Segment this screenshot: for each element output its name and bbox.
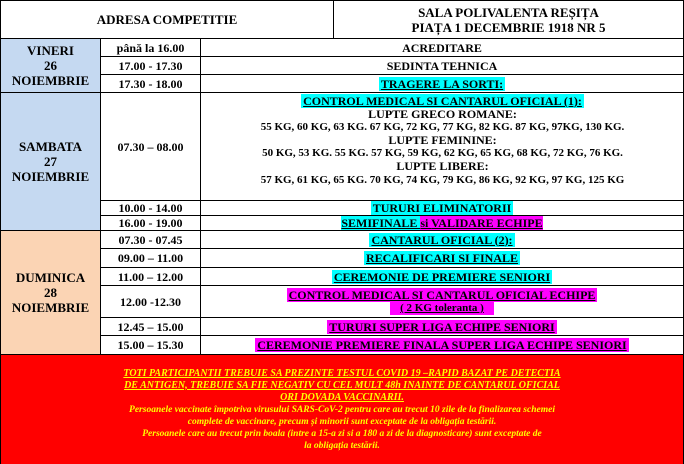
activity-eliminations: TURURI ELIMINATORII [372, 201, 512, 215]
activity-super-league-ceremony: CEREMONIE PREMIERE FINALA SUPER LIGA ECHIPE SENIORI [257, 338, 627, 352]
activity-accreditation: ACREDITARE [402, 40, 482, 55]
activity-super-league-rounds: TURURI SUPER LIGA ECHIPE SENIORI [329, 319, 555, 334]
covid-notice [1, 355, 684, 464]
notice-line: Persoanele care au trecut prin boala (intre a 15-a zi si a 180 a zi de la diagnosticare) sunt exceptate de [142, 428, 542, 439]
notice-line: complete de vaccinare, precum și minorii sunt exceptate de la obligația testării. [187, 416, 497, 427]
notice-line: Persoanele vaccinate împotriva virusului SARS-CoV-2 pentru care au trecut 10 zile de la finalizarea schemei [129, 404, 555, 415]
weigh-in-cell [201, 93, 684, 201]
weigh-in-title: CONTROL MEDICAL SI CANTARUL OFICIAL (1): [303, 94, 582, 108]
friday-month: NOIEMBRIE [11, 73, 90, 88]
activity-team-weigh-in: CONTROL MEDICAL SI CANTARUL OFICIAL ECHIPE [288, 288, 596, 302]
tolerance-note: ( 2 KG toleranta ) [390, 302, 494, 315]
venue-name: SALA POLIVALENTA REȘIȚA [418, 4, 599, 20]
time-cell: 11.00 – 12.00 [101, 268, 201, 286]
activity-cell [201, 75, 684, 93]
time-cell: 12.00 -12.30 [101, 286, 201, 318]
time-cell: 10.00 - 14.00 [101, 201, 201, 216]
venue-street: PIAȚA 1 DECEMBRIE 1918 NR 5 [411, 19, 606, 35]
saturday-day: SAMBATA [18, 139, 83, 154]
notice-line: la obligația testării. [304, 440, 380, 451]
female-weights: 50 KG, 53 KG. 55 KG. 57 KG, 59 KG, 62 KG, 65 KG, 68 KG, 72 KG, 76 KG. [262, 147, 623, 159]
time-cell: 09.00 – 11.00 [101, 249, 201, 268]
notice-line: TOTI PARTICIPANTII TREBUIE SA PREZINTE TESTUL COVID 19 –RAPID BAZAT PE DETECTIA [123, 367, 561, 379]
activity-weigh-in-2: CANTARUL OFICIAL (2): [371, 232, 513, 247]
notice-line: DE ANTIGEN, TREBUIE SA FIE NEGATIV CU CEL MULT 48h INAINTE DE CANTARUL OFICIAL [124, 379, 560, 391]
activity-cell [201, 268, 684, 286]
day-sunday [1, 231, 101, 355]
sunday-day: DUMINICA [15, 270, 86, 285]
time-cell: 16.00 - 19.00 [101, 216, 201, 231]
time-cell: 15.00 – 15.30 [101, 336, 201, 355]
day-saturday [1, 93, 101, 231]
activity-semifinals: SEMIFINALE si VALIDARE ECHIPE [341, 216, 543, 230]
friday-day: VINERI [27, 43, 74, 58]
notice-line: ORI DOVADA VACCINARII. [280, 391, 404, 403]
sunday-month: NOIEMBRIE [11, 300, 90, 315]
activity-cell [201, 231, 684, 249]
time-cell: 17.00 - 17.30 [101, 57, 201, 75]
sunday-date: 28 [44, 285, 57, 300]
activity-draw: TRAGERE LA SORTI: [380, 76, 504, 91]
female-title: LUPTE FEMININE: [388, 133, 497, 147]
activity-cell [201, 336, 684, 355]
saturday-date: 27 [44, 154, 57, 169]
freestyle-weights: 57 KG, 61 KG, 65 KG. 70 KG, 74 KG, 79 KG, 86 KG, 92 KG, 97 KG, 125 KG [260, 174, 625, 186]
activity-ceremony-seniors: CEREMONIE DE PREMIERE SENIORI [333, 269, 551, 284]
activity-repechage-finals: RECALIFICARI SI FINALE [365, 251, 519, 265]
greco-title: LUPTE GRECO ROMANE: [368, 107, 517, 121]
freestyle-title: LUPTE LIBERE: [396, 159, 489, 173]
time-cell: până la 16.00 [101, 39, 201, 57]
time-cell: 12.45 – 15.00 [101, 318, 201, 336]
activity-cell [201, 318, 684, 336]
activity-cell [201, 286, 684, 318]
activity-cell [201, 249, 684, 268]
activity-cell [201, 216, 684, 231]
friday-date: 26 [44, 58, 57, 73]
day-friday [1, 39, 101, 93]
activity-technical-meeting: SEDINTA TEHNICA [386, 58, 498, 73]
time-cell: 07.30 - 07.45 [101, 231, 201, 249]
activity-cell [201, 201, 684, 216]
saturday-month: NOIEMBRIE [11, 169, 90, 184]
greco-weights: 55 KG, 60 KG, 63 KG. 67 KG, 72 KG, 77 KG, 82 KG. 87 KG, 97KG, 130 KG. [260, 121, 625, 133]
activity-cell [201, 39, 684, 57]
venue-address [334, 1, 684, 39]
activity-cell [201, 57, 684, 75]
time-cell: 17.30 - 18.00 [101, 75, 201, 93]
time-cell: 07.30 – 08.00 [101, 93, 201, 201]
venue-label [1, 1, 334, 39]
venue-label-text: ADRESA COMPETITIE [96, 12, 238, 27]
